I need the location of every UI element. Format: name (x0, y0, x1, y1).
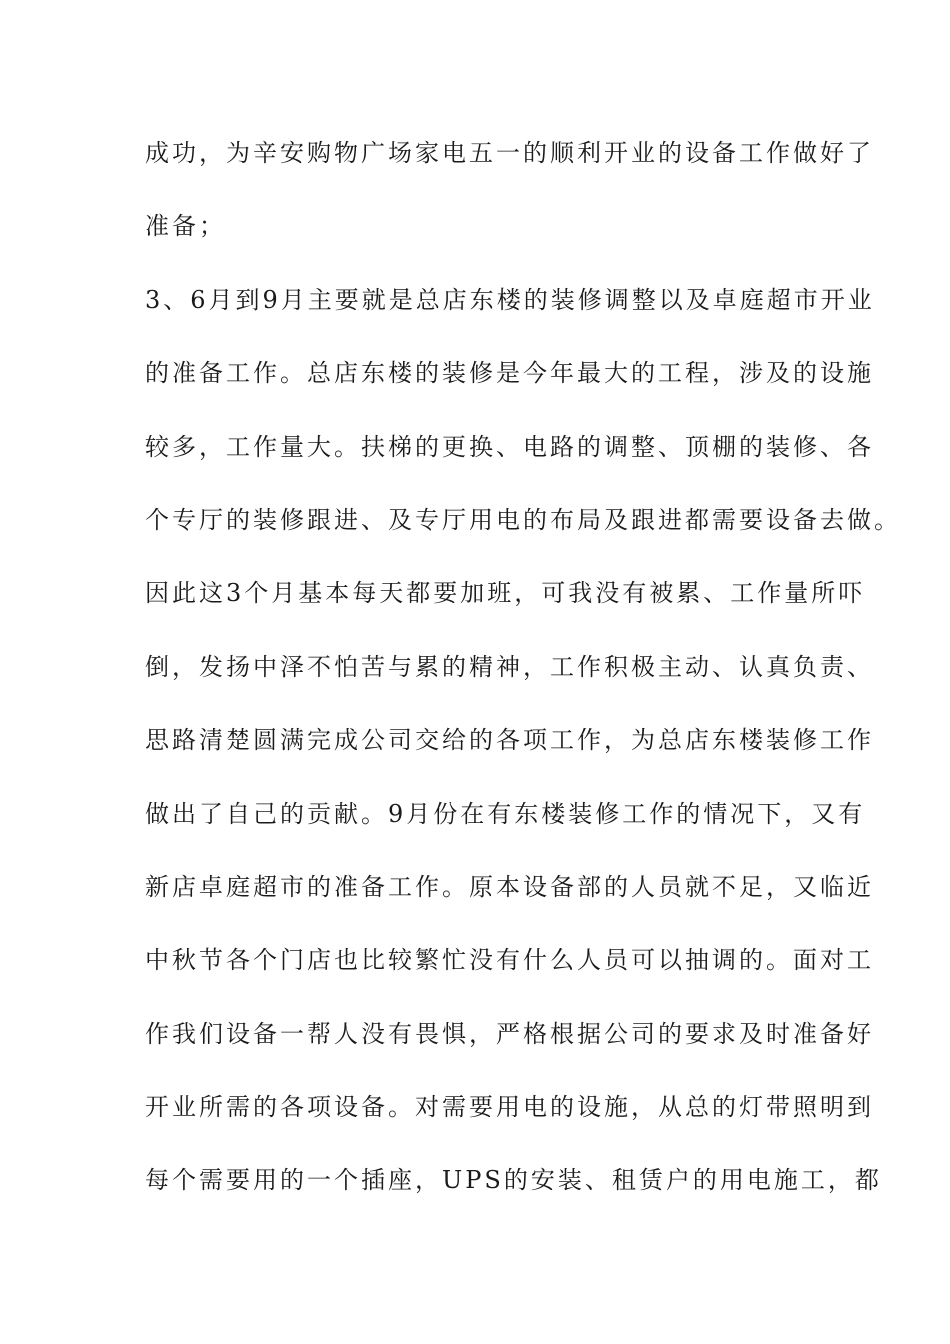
text-line-15: 每个需要用的一个插座，UPS的安装、租赁户的用电施工，都 (145, 1166, 882, 1195)
text-line-8: 倒，发扬中泽不怕苦与累的精神，工作积极主动、认真负责、 (145, 652, 874, 681)
text-line-2: 准备； (145, 212, 226, 241)
text-line-11: 新店卓庭超市的准备工作。原本设备部的人员就不足，又临近 (145, 872, 874, 901)
body-text (145, 128, 901, 1229)
text-line-7: 因此这3个月基本每天都要加班，可我没有被累、工作量所吓 (145, 579, 866, 608)
text-line-12: 中秋节各个门店也比较繁忙没有什么人员可以抽调的。面对工 (145, 946, 874, 975)
text-line-9: 思路清楚圆满完成公司交给的各项工作，为总店东楼装修工作 (145, 726, 874, 755)
text-line-14: 开业所需的各项设备。对需要用电的设施，从总的灯带照明到 (145, 1093, 874, 1122)
text-line-3: 3、6月到9月主要就是总店东楼的装修调整以及卓庭超市开业 (145, 285, 875, 314)
text-line-10: 做出了自己的贡献。9月份在有东楼装修工作的情况下，又有 (145, 799, 866, 828)
text-line-6: 个专厅的装修跟进、及专厅用电的布局及跟进都需要设备去做。 (145, 505, 901, 534)
text-line-4: 的准备工作。总店东楼的装修是今年最大的工程，涉及的设施 (145, 359, 874, 388)
text-line-13: 作我们设备一帮人没有畏惧，严格根据公司的要求及时准备好 (145, 1019, 874, 1048)
text-line-5: 较多，工作量大。扶梯的更换、电路的调整、顶棚的装修、各 (145, 432, 874, 461)
text-line-1: 成功，为辛安购物广场家电五一的顺利开业的设备工作做好了 (145, 139, 874, 167)
